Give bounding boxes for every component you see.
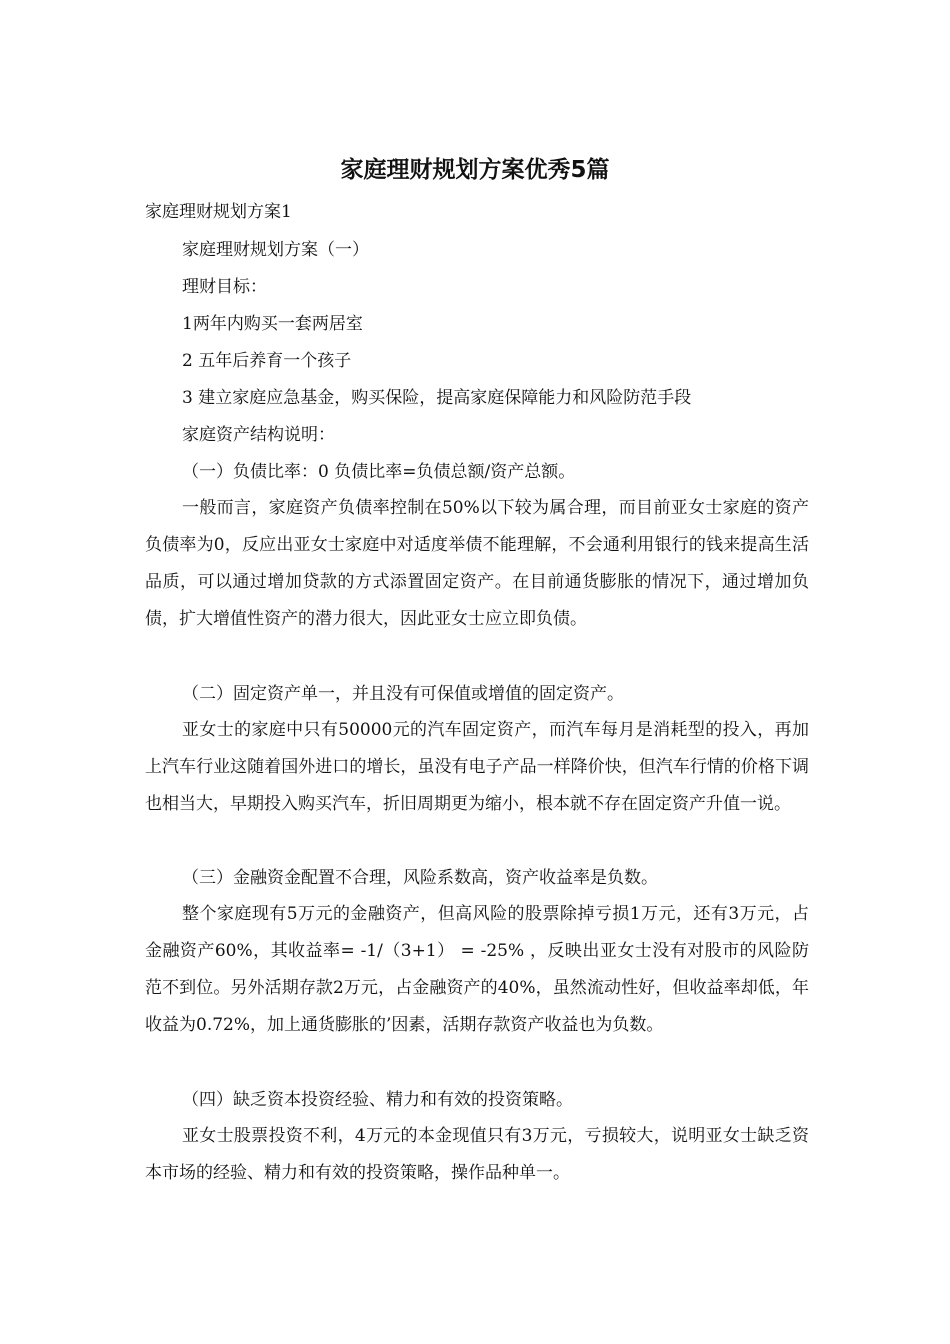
point3-body: 整个家庭现有5万元的金融资产，但高风险的股票除掉亏损1万元，还有3万元，占金融资产60%，其收益率= -1/（3+1） = -25% ，反映出亚女士没有对股市的风险防范不到位。另外活期存款2万元，占金融资产的40%，虽然流动性好，但收益率却低，年收益为0.72%，加上通货膨胀的’因素，活期存款资产收益也为负数。 — [145, 904, 809, 1035]
structure-label: 家庭资产结构说明： — [182, 425, 335, 445]
goal-item-2: 2 五年后养育一个孩子 — [182, 351, 352, 371]
point1-body: 一般而言，家庭资产负债率控制在50%以下较为属合理，而目前亚女士家庭的资产负债率为0，反应出亚女士家庭中对适度举债不能理解，不会通利用银行的钱来提高生活品质，可以通过增加贷款的方式添置固定资产。在目前通货膨胀的情况下，通过增加负债，扩大增值性资产的潜力很大，因此亚女士应立即负债。 — [145, 498, 809, 629]
document-title: 家庭理财规划方案优秀5篇 — [340, 157, 610, 183]
point4-heading: （四）缺乏资本投资经验、精力和有效的投资策略。 — [182, 1090, 573, 1110]
section-heading: 家庭理财规划方案1 — [145, 202, 292, 222]
point1-heading: （一）负债比率：0 负债比率=负债总额/资产总额。 — [182, 462, 576, 482]
goals-label: 理财目标： — [182, 277, 267, 297]
sub-heading: 家庭理财规划方案（一） — [182, 240, 369, 260]
point2-body: 亚女士的家庭中只有50000元的汽车固定资产，而汽车每月是消耗型的投入，再加上汽车行业这随着国外进口的增长，虽没有电子产品一样降价快，但汽车行情的价格下调也相当大，早期投入购买汽车，折旧周期更为缩小，根本就不存在固定资产升值一说。 — [145, 720, 809, 814]
goal-item-3: 3 建立家庭应急基金，购买保险，提高家庭保障能力和风险防范手段 — [182, 388, 692, 408]
point3-heading: （三）金融资金配置不合理，风险系数高，资产收益率是负数。 — [182, 868, 658, 888]
point2-heading: （二）固定资产单一，并且没有可保值或增值的固定资产。 — [182, 684, 624, 704]
point4-body: 亚女士股票投资不利，4万元的本金现值只有3万元，亏损较大，说明亚女士缺乏资本市场的经验、精力和有效的投资策略，操作品种单一。 — [145, 1126, 809, 1183]
goal-item-1: 1两年内购买一套两居室 — [182, 314, 363, 334]
